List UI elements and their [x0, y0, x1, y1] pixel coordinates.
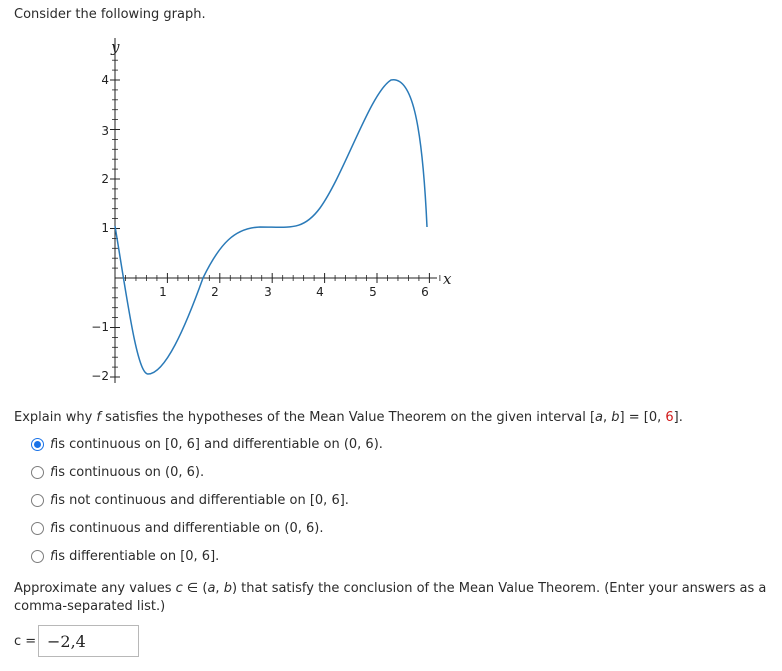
option-text: is continuous on [0, 6] and differentiable on (0, 6). [54, 436, 383, 452]
answer-input[interactable] [38, 625, 139, 657]
x-tick-label: 4 [316, 285, 324, 299]
y-tick-label: 2 [101, 172, 109, 186]
option-4[interactable]: f is continuous and differentiable on (0, 6). [31, 519, 324, 537]
x-tick-label: 6 [421, 285, 429, 299]
y-tick-label: 3 [101, 124, 109, 138]
x-axis-label: x [443, 270, 452, 288]
x-tick-label: 2 [211, 285, 219, 299]
function-curve [115, 80, 427, 374]
x-tick-label: 3 [264, 285, 272, 299]
y-axis-label: y [111, 38, 120, 56]
y-tick-label: −2 [91, 369, 109, 383]
option-text: is continuous and differentiable on (0, 6). [54, 520, 324, 536]
intro-text: Consider the following graph. [14, 7, 206, 22]
option-text: is differentiable on [0, 6]. [54, 548, 220, 564]
y-tick-label: −1 [91, 320, 109, 334]
function-graph [85, 38, 455, 383]
radio-button[interactable] [31, 494, 44, 507]
y-tick-label: 4 [101, 73, 109, 87]
option-text: is continuous on (0, 6). [54, 464, 205, 480]
option-2[interactable]: f is continuous on (0, 6). [31, 463, 204, 481]
question-conclusion: Approximate any values c ∈ (a, b) that satisfy the conclusion of the Mean Value Theorem. (Enter your answers as a comma-separated list.) [14, 581, 767, 614]
radio-button[interactable] [31, 522, 44, 535]
radio-button[interactable] [31, 550, 44, 563]
y-tick-label: 1 [101, 221, 109, 235]
option-5[interactable]: f is differentiable on [0, 6]. [31, 547, 219, 565]
radio-button[interactable] [31, 438, 44, 451]
answer-label: c = [14, 634, 37, 649]
radio-button[interactable] [31, 466, 44, 479]
question-hypotheses: Explain why f satisfies the hypotheses of the Mean Value Theorem on the given interval [a, b] = [0, 6]. [14, 410, 683, 425]
option-3[interactable]: f is not continuous and differentiable on [0, 6]. [31, 491, 349, 509]
x-tick-label: 5 [369, 285, 377, 299]
option-text: is not continuous and differentiable on [0, 6]. [54, 492, 349, 508]
x-tick-label: 1 [159, 285, 167, 299]
option-1[interactable]: f is continuous on [0, 6] and differentiable on (0, 6). [31, 435, 383, 453]
